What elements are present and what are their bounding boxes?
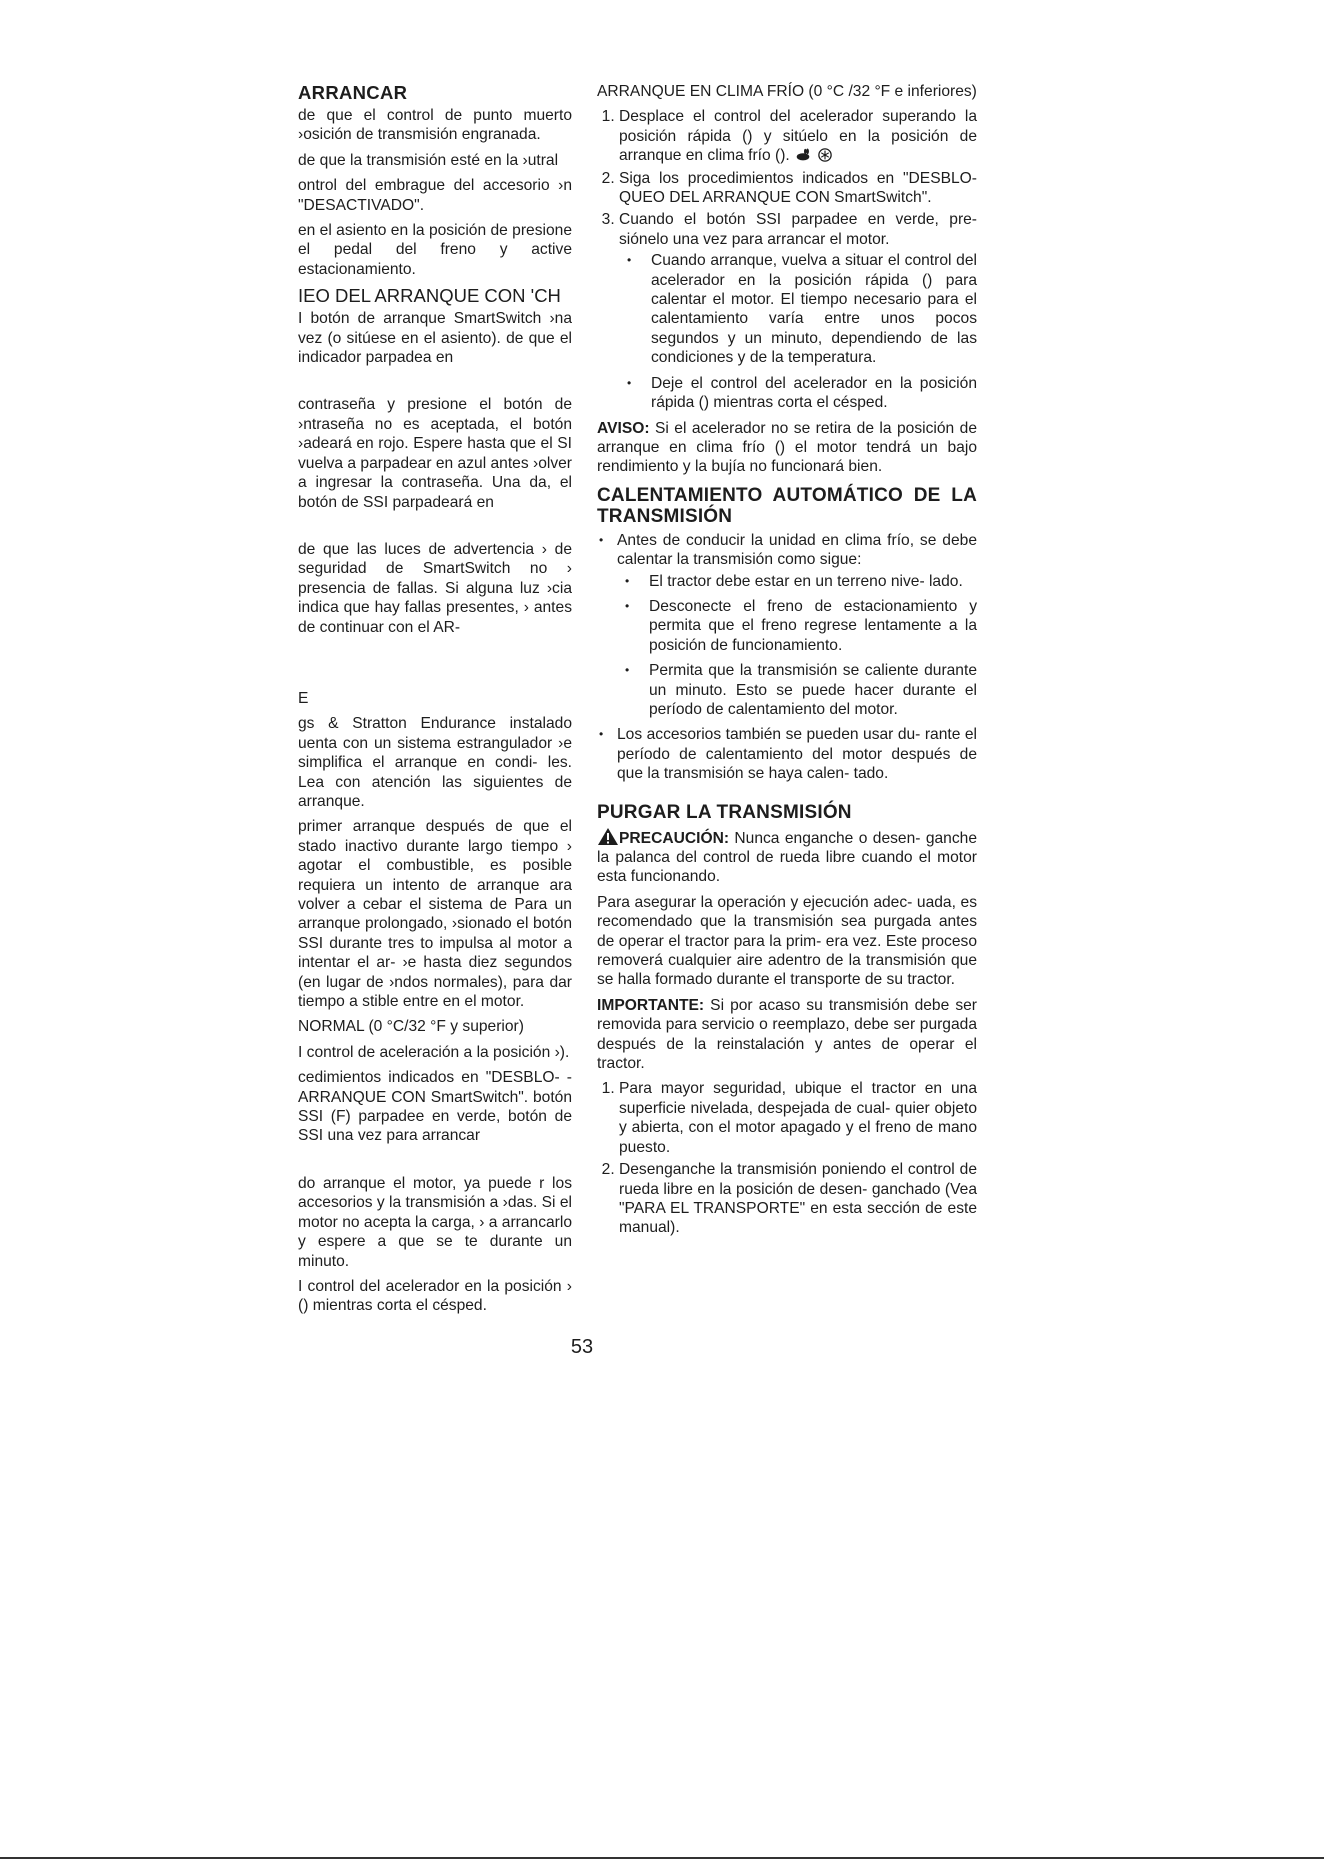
warmup-sub-list [617, 572, 977, 720]
warmup-sub-item [649, 572, 977, 591]
cold-step [619, 169, 977, 208]
left-paragraph: de que las luces de advertencia › de seguridad de SmartSwitch no › presencia de fallas. Si alguna luz ›cia indica que hay fallas presentes, › antes de continuar con el AR- [298, 540, 572, 636]
page-number: 53 [570, 1336, 594, 1358]
left-column [298, 82, 572, 1322]
warmup-sub-text: El tractor debe estar en un terreno nive- lado. [649, 572, 963, 590]
warning-triangle-icon [597, 827, 619, 846]
cold-step-text: Cuando el botón SSI parpadee en verde, pre- siónelo una vez para arrancar el motor. [619, 211, 977, 248]
purge-step [619, 1079, 977, 1157]
rabbit-icon [794, 148, 812, 162]
importante-text: Si por acaso su transmisión debe ser removida para servicio o reemplazo, debe ser purgada después de la reinstalación y antes de operar el tractor. [597, 996, 977, 1073]
warmup-sub-text: Desconecte el freno de estacionamiento y permita que el freno regrese lentamente a la posición de funcionamiento. [649, 597, 977, 654]
left-paragraph: ontrol del embrague del accesorio ›n "DESACTIVADO". [298, 177, 572, 214]
left-paragraph: NORMAL (0 °C/32 °F y superior) [298, 1018, 524, 1036]
precaucion-paragraph [597, 827, 977, 887]
heading-purgar: PURGAR LA TRANSMISIÓN [597, 801, 852, 823]
left-paragraph: contraseña y presione el botón de ›ntraseña no es aceptada, el botón ›adeará en rojo. Espere hasta que el SI vuelva a parpadear en azul antes ›olver a ingresar la contraseña. Una da, el botón de SSI parpadeará en [298, 396, 572, 511]
warmup-bullet [617, 531, 977, 720]
purge-step-text: Desenganche la transmisión poniendo el control de rueda libre en la posición de desen- ganchado (Vea "PARA EL TRANSPORTE" en esta sección de este manual). [619, 1161, 977, 1237]
aviso-paragraph [597, 419, 977, 477]
warmup-text: Antes de conducir la unidad en clima frío, se debe calentar la transmisión como sigue: [617, 531, 977, 569]
heading-calentamiento: CALENTAMIENTO AUTOMÁTICO DE LA TRANSMISIÓN [597, 484, 977, 527]
aviso-label: AVISO: [597, 419, 650, 437]
cold-start-icon [816, 148, 834, 162]
warmup-bullet [617, 725, 977, 783]
purge-step-text: Para mayor seguridad, ubique el tractor en una superficie nivelada, despejada de cual- quier objeto y abierta, con el motor apagado y el freno de mano puesto. [619, 1080, 977, 1156]
precaucion-text: Nunca enganche o desen- ganche la palanca del control de rueda libre cuando el motor esta funcionando. [597, 829, 977, 886]
left-heading-fragment: E [298, 689, 309, 707]
left-paragraph: primer arranque después de que el stado inactivo durante largo tiempo › agotar el combustible, es posible requiera un intento de arranque ara volver a cebar el sistema de Para un arranque prolongado, ›sionado el botón SSI durante tres to impulsa al motor a intentar el ar- ›e hasta diez segundos (en lugar de ›ndos normales), para dar tiempo a stible entre en el motor. [298, 818, 572, 1011]
left-paragraph: de que la transmisión esté en la ›utral [298, 151, 559, 169]
heading-desbloqueo: IEO DEL ARRANQUE CON 'CH [298, 285, 561, 307]
left-paragraph: de que el control de punto muerto ›osición de transmisión engranada. [298, 107, 572, 144]
cold-step-text: Desplace el control del acelerador superando la posición rápida () y sitúelo en la posición de arranque en clima frío (). [619, 108, 977, 165]
purge-paragraph: Para asegurar la operación y ejecución adec- uada, es recomendado que la transmisión sea purgada antes de operar el tractor para la prim- era vez. Este proceso removerá cualquier aire adentro de la transmisión que se halla formado durante el transporte de su tractor. [597, 893, 977, 989]
left-paragraph: I control de aceleración a la posición ›). [298, 1043, 570, 1061]
cold-start-steps [597, 107, 977, 412]
warmup-sub-text: Permita que la transmisión se caliente durante un minuto. Esto se puede hacer durante el período de calentamiento del motor. [649, 662, 977, 718]
purge-step [619, 1160, 977, 1238]
importante-label: IMPORTANTE: [597, 996, 705, 1014]
cold-step-text: Siga los procedimientos indicados en "DESBLO- QUEO DEL ARRANQUE CON SmartSwitch". [619, 169, 977, 207]
left-paragraph: cedimientos indicados en "DESBLO- - ARRANQUE CON SmartSwitch". botón SSI (F) parpadee en verde, botón de SSI una vez para arrancar [298, 1069, 572, 1145]
warmup-list [597, 531, 977, 784]
cold-step-bullets [619, 251, 977, 412]
right-column [597, 82, 977, 1244]
cold-start-heading: ARRANQUE EN CLIMA FRÍO (0 °C /32 °F e inferiores) [597, 83, 977, 100]
cold-step [619, 210, 977, 412]
left-paragraph: do arranque el motor, ya puede r los accesorios y la transmisión a ›das. Si el motor no acepta la carga, › a arrancarlo y espere a que se te durante un minuto. [298, 1174, 572, 1270]
bullet-text: Cuando arranque, vuelva a situar el control del acelerador en la posición rápida () para calentar el motor. El tiempo necesario para el calentamiento varía entre unos pocos segundos y un minuto, dependiendo de las condiciones y de la temperatura. [651, 252, 977, 367]
warmup-text: Los accesorios también se pueden usar du- rante el período de calentamiento del motor después de que la transmisión se haya calen- tado. [617, 726, 977, 783]
aviso-text: Si el acelerador no se retira de la posición de arranque en clima frío () el motor tendrá un bajo rendimiento y la bujía no funcionará bien. [597, 419, 977, 476]
left-paragraph: I control del acelerador en la posición › () mientras corta el césped. [298, 1277, 572, 1315]
left-paragraph: I botón de arranque SmartSwitch ›na vez (o sitúese en el asiento). de que el indicador parpadea en [298, 310, 572, 367]
cold-step [619, 107, 977, 165]
bottom-rule [0, 1857, 1324, 1859]
importante-paragraph [597, 996, 977, 1074]
left-paragraph: en el asiento en la posición de presione el pedal del freno y active estacionamiento. [298, 222, 572, 278]
purge-steps [597, 1079, 977, 1237]
warmup-sub-item [649, 597, 977, 655]
bullet-text: Deje el control del acelerador en la posición rápida () mientras corta el césped. [651, 374, 977, 412]
bullet-item [651, 251, 977, 367]
heading-arrancar: ARRANCAR [298, 82, 408, 103]
left-paragraph: gs & Stratton Endurance instalado uenta con un sistema estrangulador ›e simplifica el arranque en condi- les. Lea con atención las siguientes de arranque. [298, 715, 572, 810]
precaucion-label: PRECAUCIÓN: [619, 829, 730, 847]
bullet-item [651, 374, 977, 413]
warmup-sub-item [649, 661, 977, 719]
